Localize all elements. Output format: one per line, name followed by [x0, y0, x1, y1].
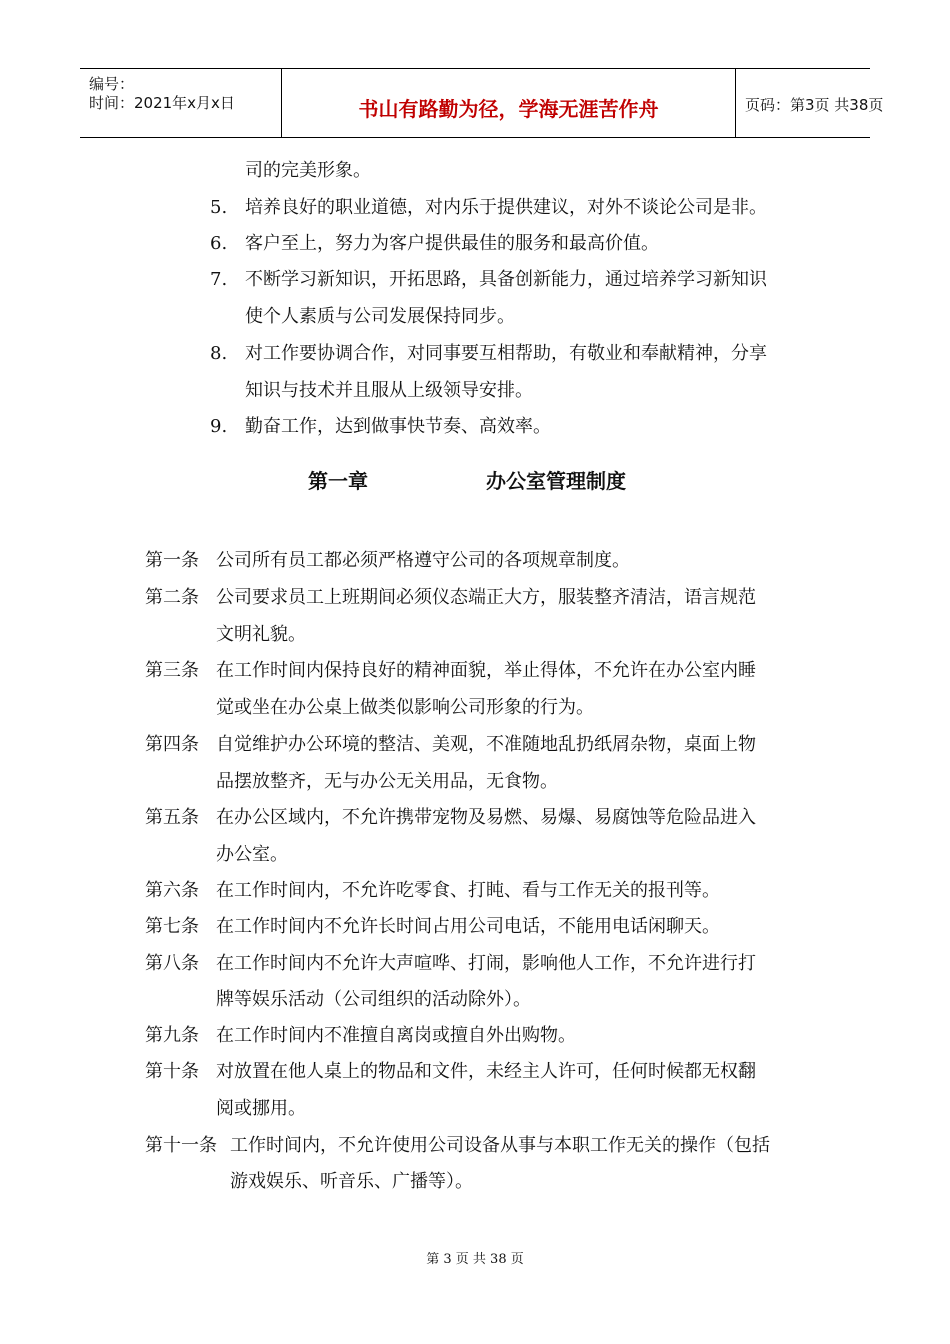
- page-footer: 第 3 页 共 38 页: [426, 1252, 524, 1267]
- article-line: 自觉维护办公环境的整洁、美观，不准随地乱扔纸屑杂物，桌面上物: [216, 734, 756, 755]
- article-line: 在工作时间内不允许长时间占用公司电话，不能用电话闲聊天。: [216, 916, 720, 937]
- list-item-number: 7.: [210, 269, 228, 290]
- article-label: 第六条: [145, 880, 199, 901]
- list-item-number: 8.: [210, 343, 228, 364]
- article-line: 觉或坐在办公桌上做类似影响公司形象的行为。: [216, 697, 594, 718]
- article-line: 公司所有员工都必须严格遵守公司的各项规章制度。: [216, 550, 630, 571]
- article-line: 阅或挪用。: [216, 1098, 306, 1119]
- article-label: 第四条: [145, 734, 199, 755]
- header-left-cell: [80, 69, 281, 137]
- list-item-line: 客户至上，努力为客户提供最佳的服务和最高价值。: [245, 233, 659, 254]
- document-time-label: 时间：2021年x月x日: [89, 94, 235, 112]
- list-item-line: 使个人素质与公司发展保持同步。: [245, 306, 515, 327]
- article-label: 第八条: [145, 953, 199, 974]
- header-page-label: 页码：第3页 共38页: [745, 96, 884, 114]
- article-label: 第十一条: [145, 1135, 217, 1156]
- document-number-label: 编号：: [89, 75, 135, 93]
- list-continuation: 司的完美形象。: [245, 160, 371, 181]
- list-item-line: 对工作要协调合作，对同事要互相帮助，有敬业和奉献精神，分享: [245, 343, 767, 364]
- article-line: 品摆放整齐，无与办公无关用品，无食物。: [216, 771, 558, 792]
- article-line: 公司要求员工上班期间必须仪态端正大方，服装整齐清洁，语言规范: [216, 587, 756, 608]
- article-line: 在工作时间内不准擅自离岗或擅自外出购物。: [216, 1025, 576, 1046]
- chapter-title: 办公室管理制度: [486, 469, 626, 493]
- page-header: [80, 68, 884, 138]
- header-page-cell: [735, 69, 884, 137]
- list-item-line: 知识与技术并且服从上级领导安排。: [245, 380, 533, 401]
- list-item-number: 9.: [210, 416, 228, 437]
- list-item-line: 培养良好的职业道德，对内乐于提供建议，对外不谈论公司是非。: [245, 197, 767, 218]
- list-item-number: 6.: [210, 233, 228, 254]
- article-label: 第五条: [145, 807, 199, 828]
- chapter-number: 第一章: [308, 469, 368, 493]
- article-line: 办公室。: [216, 844, 288, 865]
- list-item-line: 不断学习新知识，开拓思路，具备创新能力，通过培养学习新知识: [245, 269, 767, 290]
- list-item-number: 5.: [210, 197, 228, 218]
- article-label: 第九条: [145, 1025, 199, 1046]
- article-line: 在工作时间内不允许大声喧哗、打闹，影响他人工作，不允许进行打: [216, 953, 756, 974]
- article-label: 第十条: [145, 1061, 199, 1082]
- article-label: 第三条: [145, 660, 199, 681]
- article-line: 在办公区域内，不允许携带宠物及易燃、易爆、易腐蚀等危险品进入: [216, 807, 756, 828]
- article-line: 对放置在他人桌上的物品和文件，未经主人许可，任何时候都无权翻: [216, 1061, 756, 1082]
- article-label: 第一条: [145, 550, 199, 571]
- article-line: 游戏娱乐、听音乐、广播等）。: [230, 1171, 473, 1192]
- article-line: 在工作时间内保持良好的精神面貌，举止得体，不允许在办公室内睡: [216, 660, 756, 681]
- list-item-line: 勤奋工作，达到做事快节奏、高效率。: [245, 416, 551, 437]
- header-motto-cell: [281, 69, 736, 137]
- article-line: 在工作时间内，不允许吃零食、打盹、看与工作无关的报刊等。: [216, 880, 720, 901]
- article-label: 第七条: [145, 916, 199, 937]
- article-line: 牌等娱乐活动（公司组织的活动除外）。: [216, 989, 531, 1010]
- article-line: 工作时间内，不允许使用公司设备从事与本职工作无关的操作（包括: [230, 1135, 770, 1156]
- article-line: 文明礼貌。: [216, 624, 306, 645]
- article-label: 第二条: [145, 587, 199, 608]
- header-motto: 书山有路勤为径，学海无涯苦作舟: [358, 97, 659, 121]
